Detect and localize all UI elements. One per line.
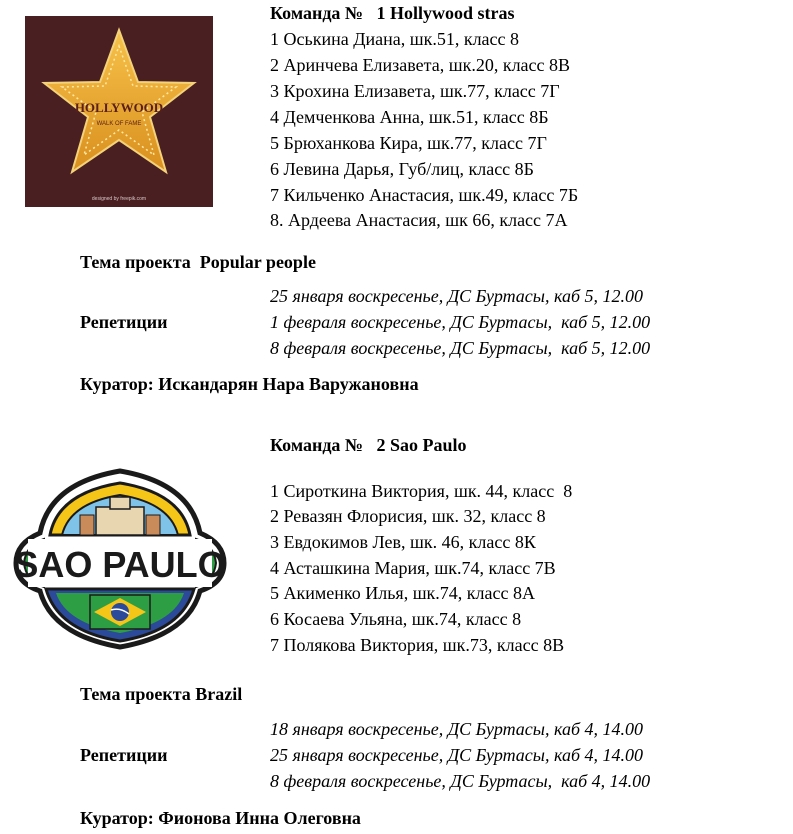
- team2-theme: Тема проекта Brazil: [80, 684, 243, 704]
- team2-rehearsal: 18 января воскресенье, ДС Буртасы, каб 4, 14.00: [270, 719, 643, 739]
- team1-rehearsals-label: Репетиции: [80, 312, 168, 332]
- team1-member: 7 Кильченко Анастасия, шк.49, класс 7Б: [270, 185, 579, 205]
- team1-rehearsal: 1 февраля воскресенье, ДС Буртасы, каб 5, 12.00: [270, 312, 651, 332]
- team2-member: 2 Ревазян Флорисия, шк. 32, класс 8: [270, 506, 546, 526]
- team2-member: 6 Косаева Ульяна, шк.74, класс 8: [270, 609, 522, 629]
- team2-rehearsal: 8 февраля воскресенье, ДС Буртасы, каб 4, 14.00: [270, 771, 651, 791]
- team2-title: Команда № 2 Sao Paulo: [270, 435, 467, 455]
- sao-paulo-logo: [10, 463, 230, 653]
- team1-theme: Тема проекта Popular people: [80, 252, 316, 272]
- team1-member: 5 Брюханкова Кира, шк.77, класс 7Г: [270, 133, 547, 153]
- hollywood-logo-line2: WALK OF FAME: [96, 121, 142, 127]
- sao-paulo-logo-text: SAO PAULO: [14, 544, 226, 585]
- team2-curator: Куратор: Фионова Инна Олеговна: [80, 808, 361, 828]
- team1-member: 8. Ардеева Анастасия, шк 66, класс 7А: [270, 210, 568, 230]
- hollywood-logo-line1: HOLLYWOOD: [74, 100, 164, 115]
- sao-paulo-badge-icon: [10, 463, 230, 653]
- team1-member: 4 Демченкова Анна, шк.51, класс 8Б: [270, 107, 549, 127]
- team2-rehearsals-label: Репетиции: [80, 745, 168, 765]
- team2-member: 1 Сироткина Виктория, шк. 44, класс 8: [270, 481, 573, 501]
- team2-member: 3 Евдокимов Лев, шк. 46, класс 8К: [270, 532, 536, 552]
- hollywood-logo: [25, 16, 213, 207]
- team1-rehearsal: 25 января воскресенье, ДС Буртасы, каб 5, 12.00: [270, 286, 643, 306]
- team2-member: 7 Полякова Виктория, шк.73, класс 8В: [270, 635, 565, 655]
- team1-member: 3 Крохина Елизавета, шк.77, класс 7Г: [270, 81, 560, 101]
- logo-credit: designed by freepik.com: [91, 196, 147, 202]
- team2-member: 5 Акименко Илья, шк.74, класс 8А: [270, 583, 535, 603]
- team1-member: 2 Аринчева Елизавета, шк.20, класс 8В: [270, 55, 571, 75]
- team1-member: 6 Левина Дарья, Губ/лиц, класс 8Б: [270, 159, 535, 179]
- team2-rehearsal: 25 января воскресенье, ДС Буртасы, каб 4, 14.00: [270, 745, 643, 765]
- team1-rehearsal: 8 февраля воскресенье, ДС Буртасы, каб 5, 12.00: [270, 338, 651, 358]
- team1-member: 1 Оськина Диана, шк.51, класс 8: [270, 29, 520, 49]
- hollywood-star-icon: [25, 16, 213, 207]
- team1-curator: Куратор: Искандарян Нара Варужановна: [80, 374, 419, 394]
- team1-title: Команда № 1 Hollywood stras: [270, 3, 515, 23]
- team2-member: 4 Асташкина Мария, шк.74, класс 7В: [270, 558, 556, 578]
